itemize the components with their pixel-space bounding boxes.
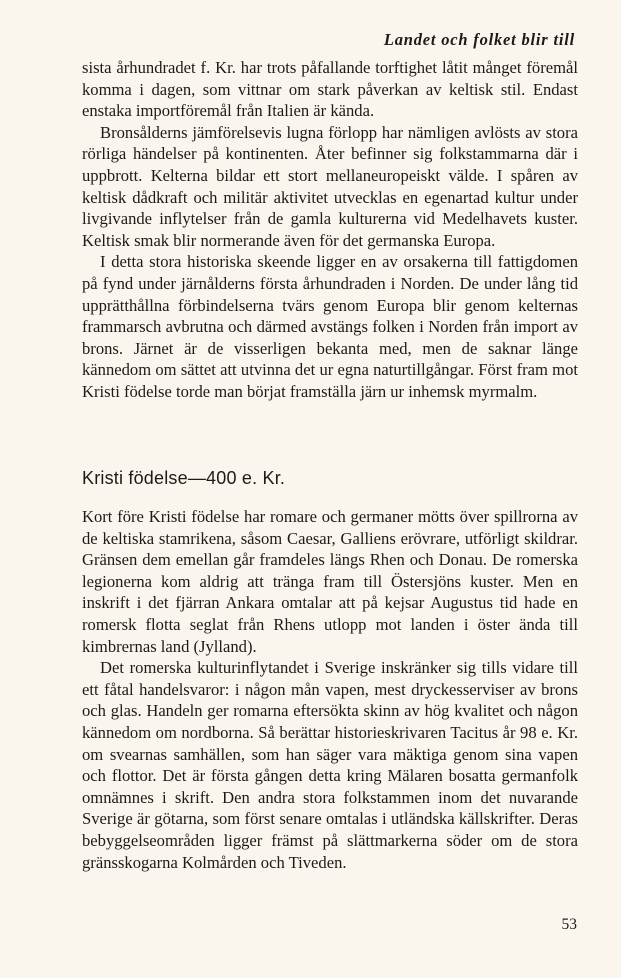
- paragraph: sista århundradet f. Kr. har trots påfallande torftighet låtit månget föremål komma i dagen, som vittnar om stark påverkan av keltisk stil. Endast enstaka importföremål från Italien är kända.: [82, 58, 578, 121]
- page-number: 53: [561, 916, 577, 933]
- running-head: Landet och folket blir till: [383, 30, 575, 49]
- paragraph: Kort före Kristi födelse har romare och germaner mötts över spillrorna av de keltiska stamrikena, såsom Caesar, Galliens erövrare, utförligt skildrar. Gränsen dem emellan går framdeles längs Rhen och Donau. De romerska legionerna kom aldrig att tränga fram till Östersjöns kuster. Men en inskrift i det fjärran Ankara omtalar att på kejsar Augustus tid hade en romersk flotta seglat från Rhens utlopp mot landen i öster ända till kimbrernas land (Jylland).: [82, 507, 578, 656]
- body-text-before-heading: [82, 57, 578, 403]
- section-heading: Kristi födelse—400 e. Kr.: [82, 468, 286, 488]
- paragraph: I detta stora historiska skeende ligger en av orsakerna till fattigdomen på fynd under järnålderns första århundraden i Norden. De under lång tid upprätthållna förbindelserna tvärs genom Europa blir genom kelternas frammarsch avbrutna och därmed avstängs folken i Norden från import av brons. Järnet är de visserligen bekanta med, men de saknar länge kännedom om sättet att utvinna det ur egna naturtillgångar. Först fram mot Kristi födelse torde man börjat framställa järn ur inhemsk myrmalm.: [82, 252, 578, 401]
- paragraph: Det romerska kulturinflytandet i Sverige inskränker sig tills vidare till ett fåtal handelsvaror: i någon mån vapen, mest dryckesserviser av brons och glas. Handeln ger romarna eftersökta skinn av hög kvalitet och någon kännedom om nordborna. Så berättar historieskrivaren Tacitus år 98 e. Kr. om svearnas samhällen, som han säger vara mäktiga genom sina vapen och flottor. Det är första gången detta kring Mälaren bosatta germanfolk omnämnes i skrift. Den andra stora folkstammen inom det nuvarande Sverige är götarna, som först senare omtalas i utländska källskrifter. Deras bebyggelseområden ligger främst på slättmarkerna söder om de stora gränsskogarna Kolmården och Tiveden.: [82, 658, 578, 872]
- body-text-after-heading: [82, 506, 578, 873]
- paragraph: Bronsålderns jämförelsevis lugna förlopp har nämligen avlösts av stora rörliga händelser på kontinenten. Åter befinner sig folkstammarna där i uppbrott. Kelterna bildar ett stort mellaneuropeiskt välde. I spåren av keltisk dådkraft och militär aktivitet utvecklas en egenartad kultur under livgivande inflytelser från de gamla kulturerna vid Medelhavets kuster. Keltisk smak blir normerande även för det germanska Europa.: [82, 122, 578, 250]
